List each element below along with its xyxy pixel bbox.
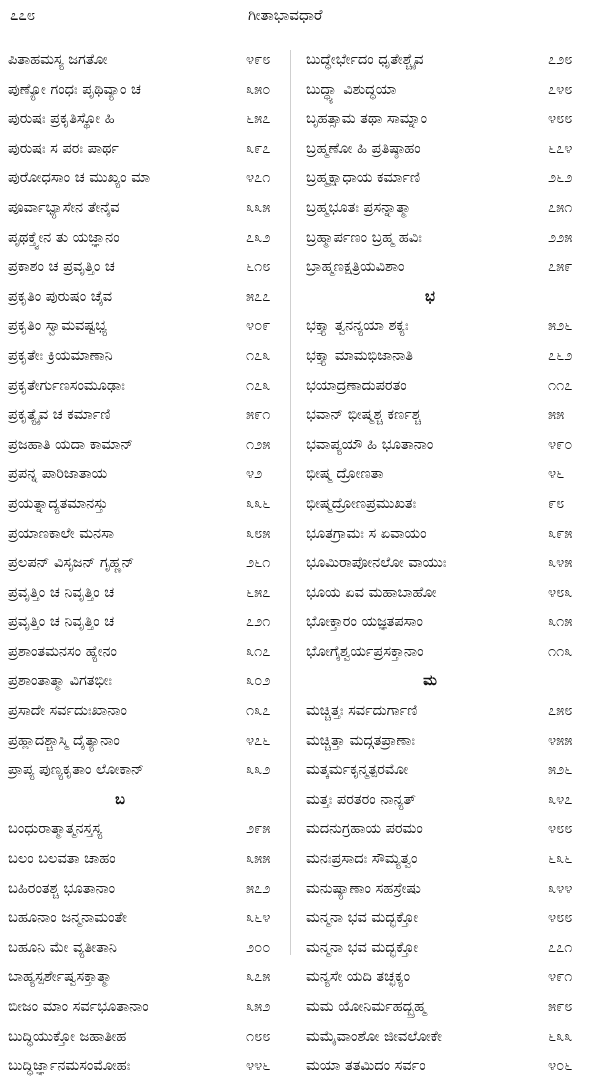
right-verse-text: ಮನಃಪ್ರಸಾದಃ ಸೌಮ್ಯತ್ವಂ bbox=[306, 851, 418, 868]
left-verse-reference: ೩೩೨ bbox=[246, 762, 271, 779]
left-verse-reference: ೩೫೦ bbox=[246, 81, 271, 98]
index-row bbox=[0, 608, 600, 638]
left-verse-reference: ೩೭೫ bbox=[246, 969, 271, 986]
left-verse-reference: ೫೯೧ bbox=[246, 407, 271, 424]
right-verse-reference: ೪೮೩ bbox=[548, 584, 573, 601]
right-verse-text: ಮನುಷ್ಯಾಣಾಂ ಸಹಸ್ರೇಷು bbox=[306, 880, 421, 897]
left-verse-text: ಬಾಹ್ಯಸ್ಪರ್ಶೇಷ್ವಸಕ್ತಾತ್ಮಾ bbox=[8, 969, 112, 986]
index-row bbox=[0, 638, 600, 668]
right-verse-reference: ೪೮೮ bbox=[548, 821, 573, 838]
left-verse-reference: ೪೨ bbox=[246, 466, 263, 483]
right-verse-text: ಬ್ರಹ್ಮಭೂತಃ ಪ್ರಸನ್ನಾತ್ಮಾ bbox=[306, 199, 412, 216]
right-verse-reference: ೫೨೬ bbox=[548, 318, 573, 335]
index-row bbox=[0, 786, 600, 816]
left-verse-text: ಪ್ರಯತ್ನಾದ್ಯತಮಾನಸ್ತು bbox=[8, 495, 108, 512]
left-verse-reference: ೨೦೦ bbox=[246, 939, 271, 956]
right-verse-text: ಮತ್ಕರ್ಮಕೃನ್ಮತ್ಪರಮೋ bbox=[306, 762, 409, 779]
right-verse-text: ಭಯಾದ್ರಣಾದುಪರತಂ bbox=[306, 377, 407, 394]
right-verse-reference: ೪೮೮ bbox=[548, 111, 573, 128]
left-verse-text: ಪ್ರಕೃತೇರ್ಗುಣಸಂಮೂಢಾಃ bbox=[8, 377, 125, 394]
index-row bbox=[0, 342, 600, 372]
index-row bbox=[0, 934, 600, 964]
right-verse-reference: ೩೧೫ bbox=[548, 614, 573, 631]
right-verse-text: ಮದನುಗ್ರಹಾಯ ಪರಮಂ bbox=[306, 821, 423, 838]
left-verse-text: ಪ್ರಕೃತಿಂ ಸ್ವಾಮವಷ್ಟಭ್ಯ bbox=[8, 318, 108, 335]
index-row bbox=[0, 76, 600, 106]
left-verse-text: ಪ್ರಕೃತಿಂ ಪುರುಷಂ ಚೈವ bbox=[8, 288, 113, 305]
page-header bbox=[0, 4, 600, 30]
left-verse-text: ಪ್ರಲಪನ್ ವಿಸೃಜನ್ ಗೃಹ್ಣನ್ bbox=[8, 555, 135, 572]
left-verse-reference: ೩೦೨ bbox=[246, 673, 271, 690]
left-verse-text: ಪುರುಷಃ ಸ ಪರಃ ಪಾರ್ಥ bbox=[8, 140, 119, 157]
right-verse-text: ಭೂಯ ಏವ ಮಹಾಬಾಹೋ bbox=[306, 584, 437, 601]
right-verse-reference: ೭೬೨ bbox=[548, 347, 573, 364]
index-row bbox=[0, 253, 600, 283]
right-verse-reference: ೪೮೮ bbox=[548, 910, 573, 927]
left-verse-text: ಪ್ರಕೃತ್ಯೈವ ಚ ಕರ್ಮಾಣಿ bbox=[8, 407, 111, 424]
left-verse-text: ಬಲಂ ಬಲವತಾ ಚಾಹಂ bbox=[8, 851, 116, 868]
left-verse-reference: ೪೪೬ bbox=[246, 1058, 271, 1075]
index-row bbox=[0, 194, 600, 224]
right-verse-text: ಬುದ್ಧ್ಯಾ ವಿಶುದ್ಧಯಾ bbox=[306, 81, 397, 98]
index-row bbox=[0, 697, 600, 727]
right-verse-text: ಭಕ್ತ್ಯಾ ತ್ವನನ್ಯಯಾ ಶಕ್ಯಃ bbox=[306, 318, 409, 335]
left-verse-text: ಪುಣ್ಯೋ ಗಂಧಃ ಪೃಥಿವ್ಯಾಂ ಚ bbox=[8, 81, 141, 98]
right-verse-text: ಮನ್ಮನಾ ಭವ ಮದ್ಭಕ್ತೋ bbox=[306, 939, 419, 956]
right-verse-text: ಬ್ರಹ್ಮಾರ್ಪಣಂ ಬ್ರಹ್ಮ ಹವಿಃ bbox=[306, 229, 422, 246]
index-row bbox=[0, 312, 600, 342]
left-verse-reference: ೧೩೭ bbox=[246, 703, 271, 720]
index-row bbox=[0, 135, 600, 165]
index-row bbox=[0, 963, 600, 993]
left-verse-reference: ೪೭೬ bbox=[246, 732, 271, 749]
index-row bbox=[0, 815, 600, 845]
right-verse-text: ಮನ್ಮನಾ ಭವ ಮದ್ಭಕ್ತೋ bbox=[306, 910, 419, 927]
right-section-letter: ಮ bbox=[423, 673, 437, 690]
right-verse-text: ಮತ್ತಃ ಪರತರಂ ನಾನ್ಯತ್ bbox=[306, 791, 416, 808]
left-verse-text: ಬಹೂನಿ ಮೇ ವ್ಯತೀತಾನಿ bbox=[8, 939, 117, 956]
right-verse-reference: ೪೯೧ bbox=[548, 969, 573, 986]
index-row bbox=[0, 1023, 600, 1053]
right-verse-reference: ೩೪೭ bbox=[548, 791, 573, 808]
left-verse-text: ಬುದ್ಧಿಯುಕ್ತೋ ಜಹಾತೀಹ bbox=[8, 1028, 127, 1045]
left-verse-reference: ೩೩೫ bbox=[246, 199, 271, 216]
right-verse-reference: ೬೩೬ bbox=[548, 851, 573, 868]
right-verse-reference: ೯೮ bbox=[548, 495, 565, 512]
index-row bbox=[0, 401, 600, 431]
left-verse-text: ಬೀಜಂ ಮಾಂ ಸರ್ವಭೂತಾನಾಂ bbox=[8, 999, 149, 1015]
right-verse-reference: ೩೯೫ bbox=[548, 525, 573, 542]
left-verse-text: ಪ್ರಜಹಾತಿ ಯದಾ ಕಾಮಾನ್ bbox=[8, 436, 134, 453]
page-number: ೭೭೮ bbox=[10, 6, 36, 24]
left-section-letter: ಬ bbox=[115, 791, 125, 808]
right-verse-text: ಮಮ ಯೋನಿರ್ಮಹದ್ಬ್ರಹ್ಮ bbox=[306, 999, 427, 1015]
right-verse-text: ಬೃಹತ್ಸಾಮ ತಥಾ ಸಾಮ್ನಾಂ bbox=[306, 111, 428, 128]
right-verse-text: ಬುದ್ಧೇರ್ಭೇದಂ ಧೃತೇಶ್ಚೈವ bbox=[306, 52, 424, 68]
right-verse-text: ಭೀಷ್ಮದ್ರೋಣಪ್ರಮುಖತಃ bbox=[306, 495, 417, 512]
index-row bbox=[0, 520, 600, 550]
left-verse-reference: ೩೮೫ bbox=[246, 525, 271, 542]
left-verse-text: ಪ್ರಪನ್ನ ಪಾರಿಜಾತಾಯ bbox=[8, 466, 108, 483]
right-verse-reference: ೪೯೦ bbox=[548, 436, 573, 453]
left-verse-reference: ೧೨೫ bbox=[246, 436, 271, 453]
left-verse-text: ಬುದ್ಧಿರ್ಜ್ಞಾನಮಸಂಮೋಹಃ bbox=[8, 1058, 131, 1075]
index-row bbox=[0, 490, 600, 520]
left-verse-reference: ೩೩೬ bbox=[246, 495, 271, 512]
left-verse-reference: ೧೭೩ bbox=[246, 347, 271, 364]
left-verse-text: ಪೃಥಕ್ತ್ವೇನ ತು ಯಜ್ಞಾನಂ bbox=[8, 229, 120, 246]
right-verse-reference: ೩೪೪ bbox=[548, 880, 573, 897]
left-verse-reference: ೫೭೨ bbox=[246, 880, 271, 897]
index-row bbox=[0, 224, 600, 254]
right-verse-reference: ೧೧೭ bbox=[548, 377, 573, 394]
left-verse-reference: ೩೧೭ bbox=[246, 643, 271, 660]
left-verse-reference: ೩೫೨ bbox=[246, 999, 271, 1015]
right-verse-reference: ೨೨೫ bbox=[548, 229, 573, 246]
right-verse-text: ಭೂತಗ್ರಾಮಃ ಸ ಏವಾಯಂ bbox=[306, 525, 427, 542]
index-row bbox=[0, 727, 600, 757]
left-verse-reference: ೪೭೧ bbox=[246, 170, 271, 187]
verse-index bbox=[0, 46, 600, 1082]
index-row bbox=[0, 1052, 600, 1082]
right-verse-reference: ೭೫೮ bbox=[548, 703, 573, 720]
left-verse-reference: ೬೫೭ bbox=[246, 111, 271, 128]
left-verse-text: ಪ್ರಕಾಶಂ ಚ ಪ್ರವೃತ್ತಿಂ ಚ bbox=[8, 259, 115, 276]
running-title: ಗೀತಾಭಾವಧಾರೆ bbox=[248, 6, 323, 24]
left-verse-text: ಪ್ರವೃತ್ತಿಂ ಚ ನಿವೃತ್ತಿಂ ಚ bbox=[8, 614, 115, 631]
right-verse-text: ಮಚ್ಚಿತ್ತಾ ಮದ್ಗತಪ್ರಾಣಾಃ bbox=[306, 732, 416, 749]
index-row bbox=[0, 431, 600, 461]
left-verse-text: ಪ್ರಹ್ಲಾದಶ್ಚಾಸ್ಮಿ ದೈತ್ಯಾನಾಂ bbox=[8, 732, 120, 749]
left-verse-text: ಪುರೋಧಸಾಂ ಚ ಮುಖ್ಯಂ ಮಾ bbox=[8, 170, 151, 187]
right-verse-reference: ೬೭೪ bbox=[548, 140, 573, 157]
right-verse-text: ಭೂಮಿರಾಪೋನಲೋ ವಾಯುಃ bbox=[306, 555, 447, 572]
right-verse-reference: ೪೦೬ bbox=[548, 1058, 573, 1075]
left-verse-text: ಪ್ರಾಪ್ಯ ಪುಣ್ಯಕೃತಾಂ ಲೋಕಾನ್ bbox=[8, 762, 144, 779]
index-row bbox=[0, 372, 600, 402]
left-verse-reference: ೬೧೮ bbox=[246, 259, 271, 276]
left-verse-text: ಪ್ರವೃತ್ತಿಂ ಚ ನಿವೃತ್ತಿಂ ಚ bbox=[8, 584, 115, 601]
index-row bbox=[0, 756, 600, 786]
index-row bbox=[0, 164, 600, 194]
right-verse-reference: ೫೨೬ bbox=[548, 762, 573, 779]
right-verse-text: ಮಯಾ ತತಮಿದಂ ಸರ್ವಂ bbox=[306, 1058, 426, 1075]
index-row bbox=[0, 904, 600, 934]
right-verse-reference: ೩೪೫ bbox=[548, 555, 573, 572]
index-row bbox=[0, 667, 600, 697]
left-verse-reference: ೭೨೧ bbox=[246, 614, 271, 631]
left-verse-reference: ೧೮೮ bbox=[246, 1028, 271, 1045]
right-verse-reference: ೭೨೮ bbox=[548, 52, 573, 68]
left-verse-reference: ೩೬೪ bbox=[246, 910, 271, 927]
left-verse-text: ಬಹಿರಂತಶ್ಚ ಭೂತಾನಾಂ bbox=[8, 880, 116, 897]
right-verse-reference: ೫೫ bbox=[548, 407, 565, 424]
index-row bbox=[0, 46, 600, 76]
left-verse-text: ಪಿತಾಹಮಸ್ಯ ಜಗತೋ bbox=[8, 52, 108, 68]
right-verse-text: ಭೀಷ್ಮ ದ್ರೋಣತಾ bbox=[306, 466, 384, 483]
right-verse-reference: ೧೧೩ bbox=[548, 643, 573, 660]
index-row bbox=[0, 283, 600, 313]
right-verse-text: ಭಕ್ತ್ಯಾ ಮಾಮಭಿಜಾನಾತಿ bbox=[306, 347, 413, 364]
right-verse-reference: ೬೩೩ bbox=[548, 1028, 573, 1045]
index-row bbox=[0, 993, 600, 1023]
right-verse-reference: ೭೫೧ bbox=[548, 199, 573, 216]
left-verse-reference: ೨೬೧ bbox=[246, 555, 271, 572]
left-verse-reference: ೨೯೫ bbox=[246, 821, 271, 838]
left-verse-text: ಪ್ರಸಾದೇ ಸರ್ವದುಃಖಾನಾಂ bbox=[8, 703, 127, 720]
right-verse-text: ಬ್ರಹ್ಮಕ್ಷಾಧಾಯ ಕರ್ಮಾಣಿ bbox=[306, 170, 421, 187]
right-verse-reference: ೫೯೮ bbox=[548, 999, 573, 1015]
right-verse-reference: ೭೪೮ bbox=[548, 81, 573, 98]
left-verse-text: ಪ್ರಶಾಂತಾತ್ಮಾ ವಿಗತಭೀಃ bbox=[8, 673, 113, 690]
index-row bbox=[0, 845, 600, 875]
index-row bbox=[0, 875, 600, 905]
left-verse-reference: ೧೭೩ bbox=[246, 377, 271, 394]
left-verse-reference: ೬೫೭ bbox=[246, 584, 271, 601]
right-verse-reference: ೭೫೯ bbox=[548, 259, 573, 276]
left-verse-text: ಬಂಧುರಾತ್ಮಾತ್ಮನಸ್ತಸ್ಯ bbox=[8, 821, 103, 838]
right-verse-text: ಮನ್ಯಸೇ ಯದಿ ತಚ್ಛಕ್ಯಂ bbox=[306, 969, 411, 986]
index-row bbox=[0, 460, 600, 490]
left-verse-reference: ೪೦೯ bbox=[246, 318, 271, 335]
left-verse-text: ಬಹೂನಾಂ ಜನ್ಮನಾಮಂತೇ bbox=[8, 910, 127, 927]
left-verse-reference: ೪೯೮ bbox=[246, 52, 271, 68]
left-verse-text: ಪುರುಷಃ ಪ್ರಕೃತಿಸ್ಥೋ ಹಿ bbox=[8, 111, 115, 128]
right-verse-text: ಭೋಕ್ತಾರಂ ಯಜ್ಞತಪಸಾಂ bbox=[306, 614, 423, 631]
right-verse-text: ಮಚ್ಚಿತ್ತಃ ಸರ್ವದುರ್ಗಾಣಿ bbox=[306, 703, 418, 720]
left-verse-reference: ೫೭೭ bbox=[246, 288, 271, 305]
right-verse-reference: ೨೬೨ bbox=[548, 170, 573, 187]
index-row bbox=[0, 105, 600, 135]
left-verse-text: ಪ್ರಶಾಂತಮನಸಂ ಹ್ಯೇನಂ bbox=[8, 643, 117, 660]
right-verse-text: ಭವಾನ್ ಭೀಷ್ಮಶ್ಚ ಕರ್ಣಶ್ಚ bbox=[306, 407, 422, 424]
right-verse-reference: ೭೭೧ bbox=[548, 939, 573, 956]
right-verse-text: ಭೋಗೈಶ್ವರ್ಯಪ್ರಸಕ್ತಾನಾಂ bbox=[306, 643, 424, 660]
left-verse-text: ಪ್ರಕೃತೇಃ ಕ್ರಿಯಮಾಣಾನಿ bbox=[8, 347, 113, 364]
left-verse-text: ಪ್ರಯಾಣಕಾಲೇ ಮನಸಾ bbox=[8, 525, 114, 542]
right-verse-text: ಬ್ರಹ್ಮಣೋ ಹಿ ಪ್ರತಿಷ್ಠಾಹಂ bbox=[306, 140, 421, 157]
left-verse-reference: ೩೯೭ bbox=[246, 140, 271, 157]
left-verse-reference: ೩೫೫ bbox=[246, 851, 271, 868]
left-verse-reference: ೭೩೨ bbox=[246, 229, 271, 246]
index-row bbox=[0, 549, 600, 579]
right-verse-reference: ೪೬ bbox=[548, 466, 565, 483]
right-verse-text: ಬ್ರಾಹ್ಮಣಕ್ಷತ್ರಿಯವಿಶಾಂ bbox=[306, 259, 405, 276]
left-verse-text: ಪೂರ್ವಾಭ್ಯಾಸೇನ ತೇನೈವ bbox=[8, 199, 120, 216]
right-section-letter: ಭ bbox=[425, 288, 435, 305]
right-verse-text: ಮಮೈವಾಂಶೋ ಜೀವಲೋಕೇ bbox=[306, 1028, 442, 1045]
right-verse-text: ಭವಾಪ್ಯಯೌ ಹಿ ಭೂತಾನಾಂ bbox=[306, 436, 434, 453]
right-verse-reference: ೪೫೫ bbox=[548, 732, 573, 749]
index-row bbox=[0, 579, 600, 609]
